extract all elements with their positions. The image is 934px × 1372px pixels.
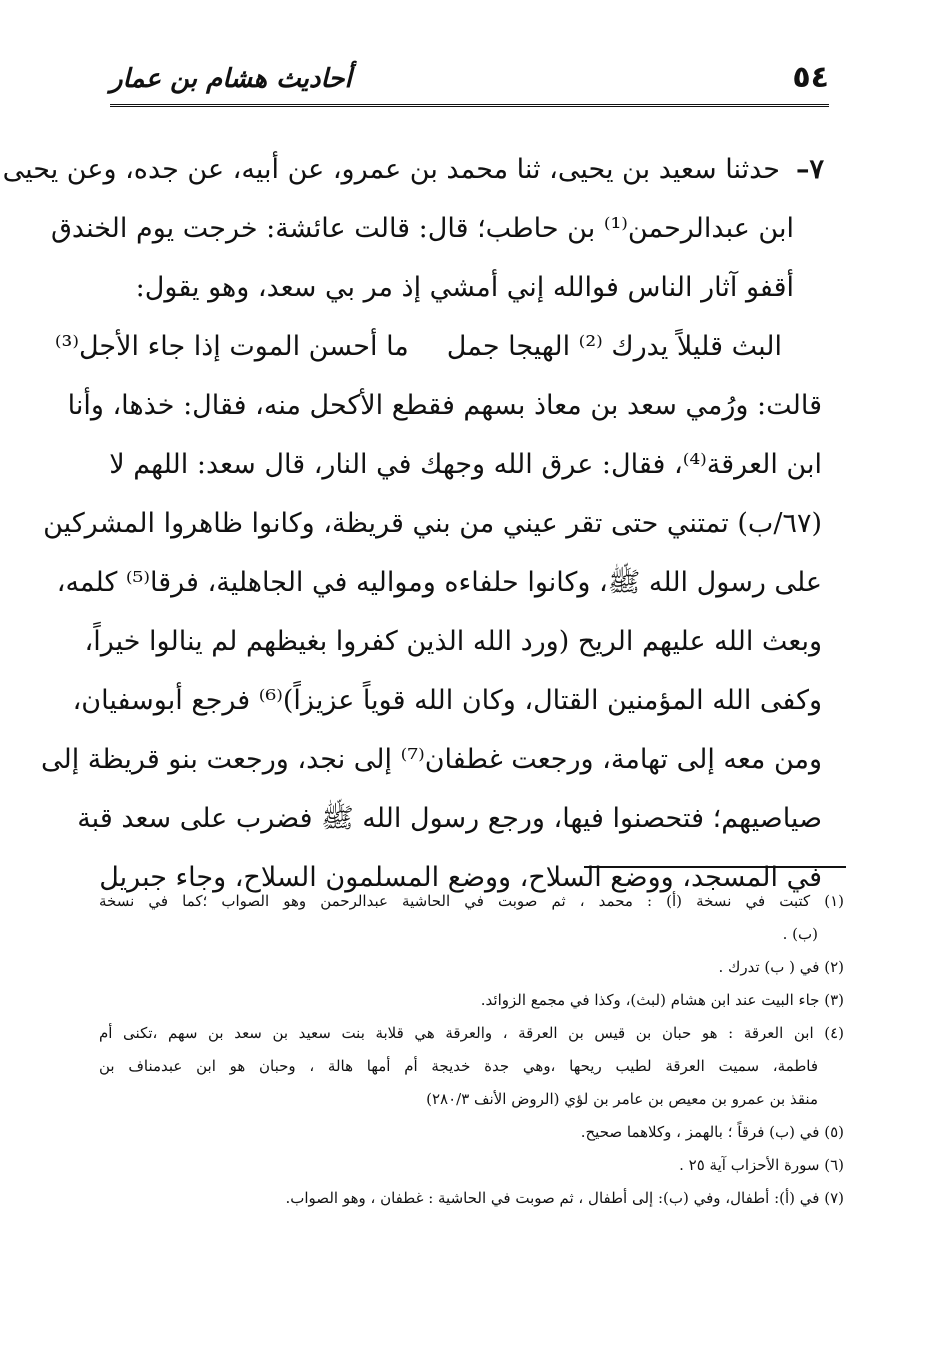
footnote-1 — [99, 885, 844, 951]
text-line: على رسول الله ﷺ، وكانوا حلفاءه ومواليه في الجاهلية، فرقا⁽⁵⁾ كلمه، — [56, 567, 822, 598]
running-title: أحاديث هشام بن عمار — [110, 64, 352, 94]
text-line: حدثنا سعيد بن يحيى، ثنا محمد بن عمرو، عن أبيه، عن جده، وعن يحيى — [2, 154, 780, 185]
footnote-line: (٤) ابن العرقة : هو حبان بن قيس بن العرقة ، والعرقة هي قلابة بنت سعيد بن سعد بن سهم ،تكنى أم — [99, 1024, 844, 1042]
text-line: في المسجد، ووضع السلاح، ووضع المسلمون السلاح، وجاء جبريل — [99, 862, 822, 893]
footnote-line: فاطمة، سميت العرقة لطيب ريحها ،وهي جدة خديجة أم أمها هالة ، وحبان هو ابن عبدمناف بن — [99, 1057, 818, 1075]
footnote-2 — [99, 951, 844, 984]
footnote-line: (٥) في (ب) فرقاً ؛ بالهمز ، وكلاهما صحيح. — [580, 1123, 844, 1141]
page-header — [110, 58, 829, 107]
footnote-line: منقذ بن عمرو بن معيص بن عامر بن لؤي (الروض الأنف ٢٨٠/٣) — [426, 1090, 818, 1108]
verse-first-hemistich: البث قليلاً يدرك ⁽²⁾ الهيجا جمل — [446, 331, 782, 362]
footnote-4 — [99, 1017, 844, 1116]
verse-second-hemistich: ما أحسن الموت إذا جاء الأجل⁽³⁾ — [54, 331, 409, 362]
text-line: (٦٧/ب) تمتني حتى تقر عيني من بني قريظة، وكانوا ظاهروا المشركين — [43, 508, 822, 539]
footnote-line: (١) كتبت في نسخة (أ) : محمد ، ثم صوبت في الحاشية عبدالرحمن وهو الصواب ؛كما في نسخة — [99, 892, 844, 910]
footnote-line: (٣) جاء البيت عند ابن هشام (لبث)، وكذا في مجمع الزوائد. — [480, 991, 844, 1009]
footnote-5 — [99, 1116, 844, 1149]
text-line: ابن العرقة⁽⁴⁾، فقال: عرق الله وجهك في النار، قال سعد: اللهم لا — [109, 449, 822, 480]
hadith-text — [2, 140, 824, 907]
text-line: ابن عبدالرحمن⁽¹⁾ بن حاطب؛ قال: قالت عائشة: خرجت يوم الخندق — [50, 213, 794, 244]
footnote-divider — [584, 866, 846, 868]
text-line: ومن معه إلى تهامة، ورجعت غطفان⁽⁷⁾ إلى نجد، ورجعت بنو قريظة إلى — [40, 744, 822, 775]
footnote-6 — [99, 1149, 844, 1182]
footnotes — [99, 885, 844, 1215]
text-line: صياصيهم؛ فتحصنوا فيها، ورجع رسول الله ﷺ فضرب على سعد قبة — [77, 803, 822, 834]
footnote-line: (٦) سورة الأحزاب آية ٢٥ . — [679, 1156, 844, 1174]
footnote-3 — [99, 984, 844, 1017]
footnote-7 — [99, 1182, 844, 1215]
text-line: أقفو آثار الناس فوالله إني أمشي إذ مر بي سعد، وهو يقول: — [135, 272, 794, 303]
page-number: ٥٤ — [792, 60, 829, 95]
footnote-line: (٢) في ( ب) تدرك . — [718, 958, 844, 976]
footnote-line: (٧) في (أ): أطفال، وفي (ب): إلى أطفال ، ثم صوبت في الحاشية : غطفان ، وهو الصواب. — [285, 1189, 844, 1207]
footnote-line: (ب) . — [782, 925, 818, 943]
poetry-verse — [54, 317, 822, 376]
text-line: قالت: ورُمي سعد بن معاذ بسهم فقطع الأكحل منه، فقال: خذها، وأنا — [67, 390, 822, 421]
text-line: وكفى الله المؤمنين القتال، وكان الله قوياً عزيزاً)⁽⁶⁾ فرجع أبوسفيان، — [72, 685, 822, 716]
hadith-number: ٧– — [795, 154, 824, 185]
text-line: وبعث الله عليهم الريح (ورد الله الذين كفروا بغيظهم لم ينالوا خيراً، — [84, 626, 822, 657]
